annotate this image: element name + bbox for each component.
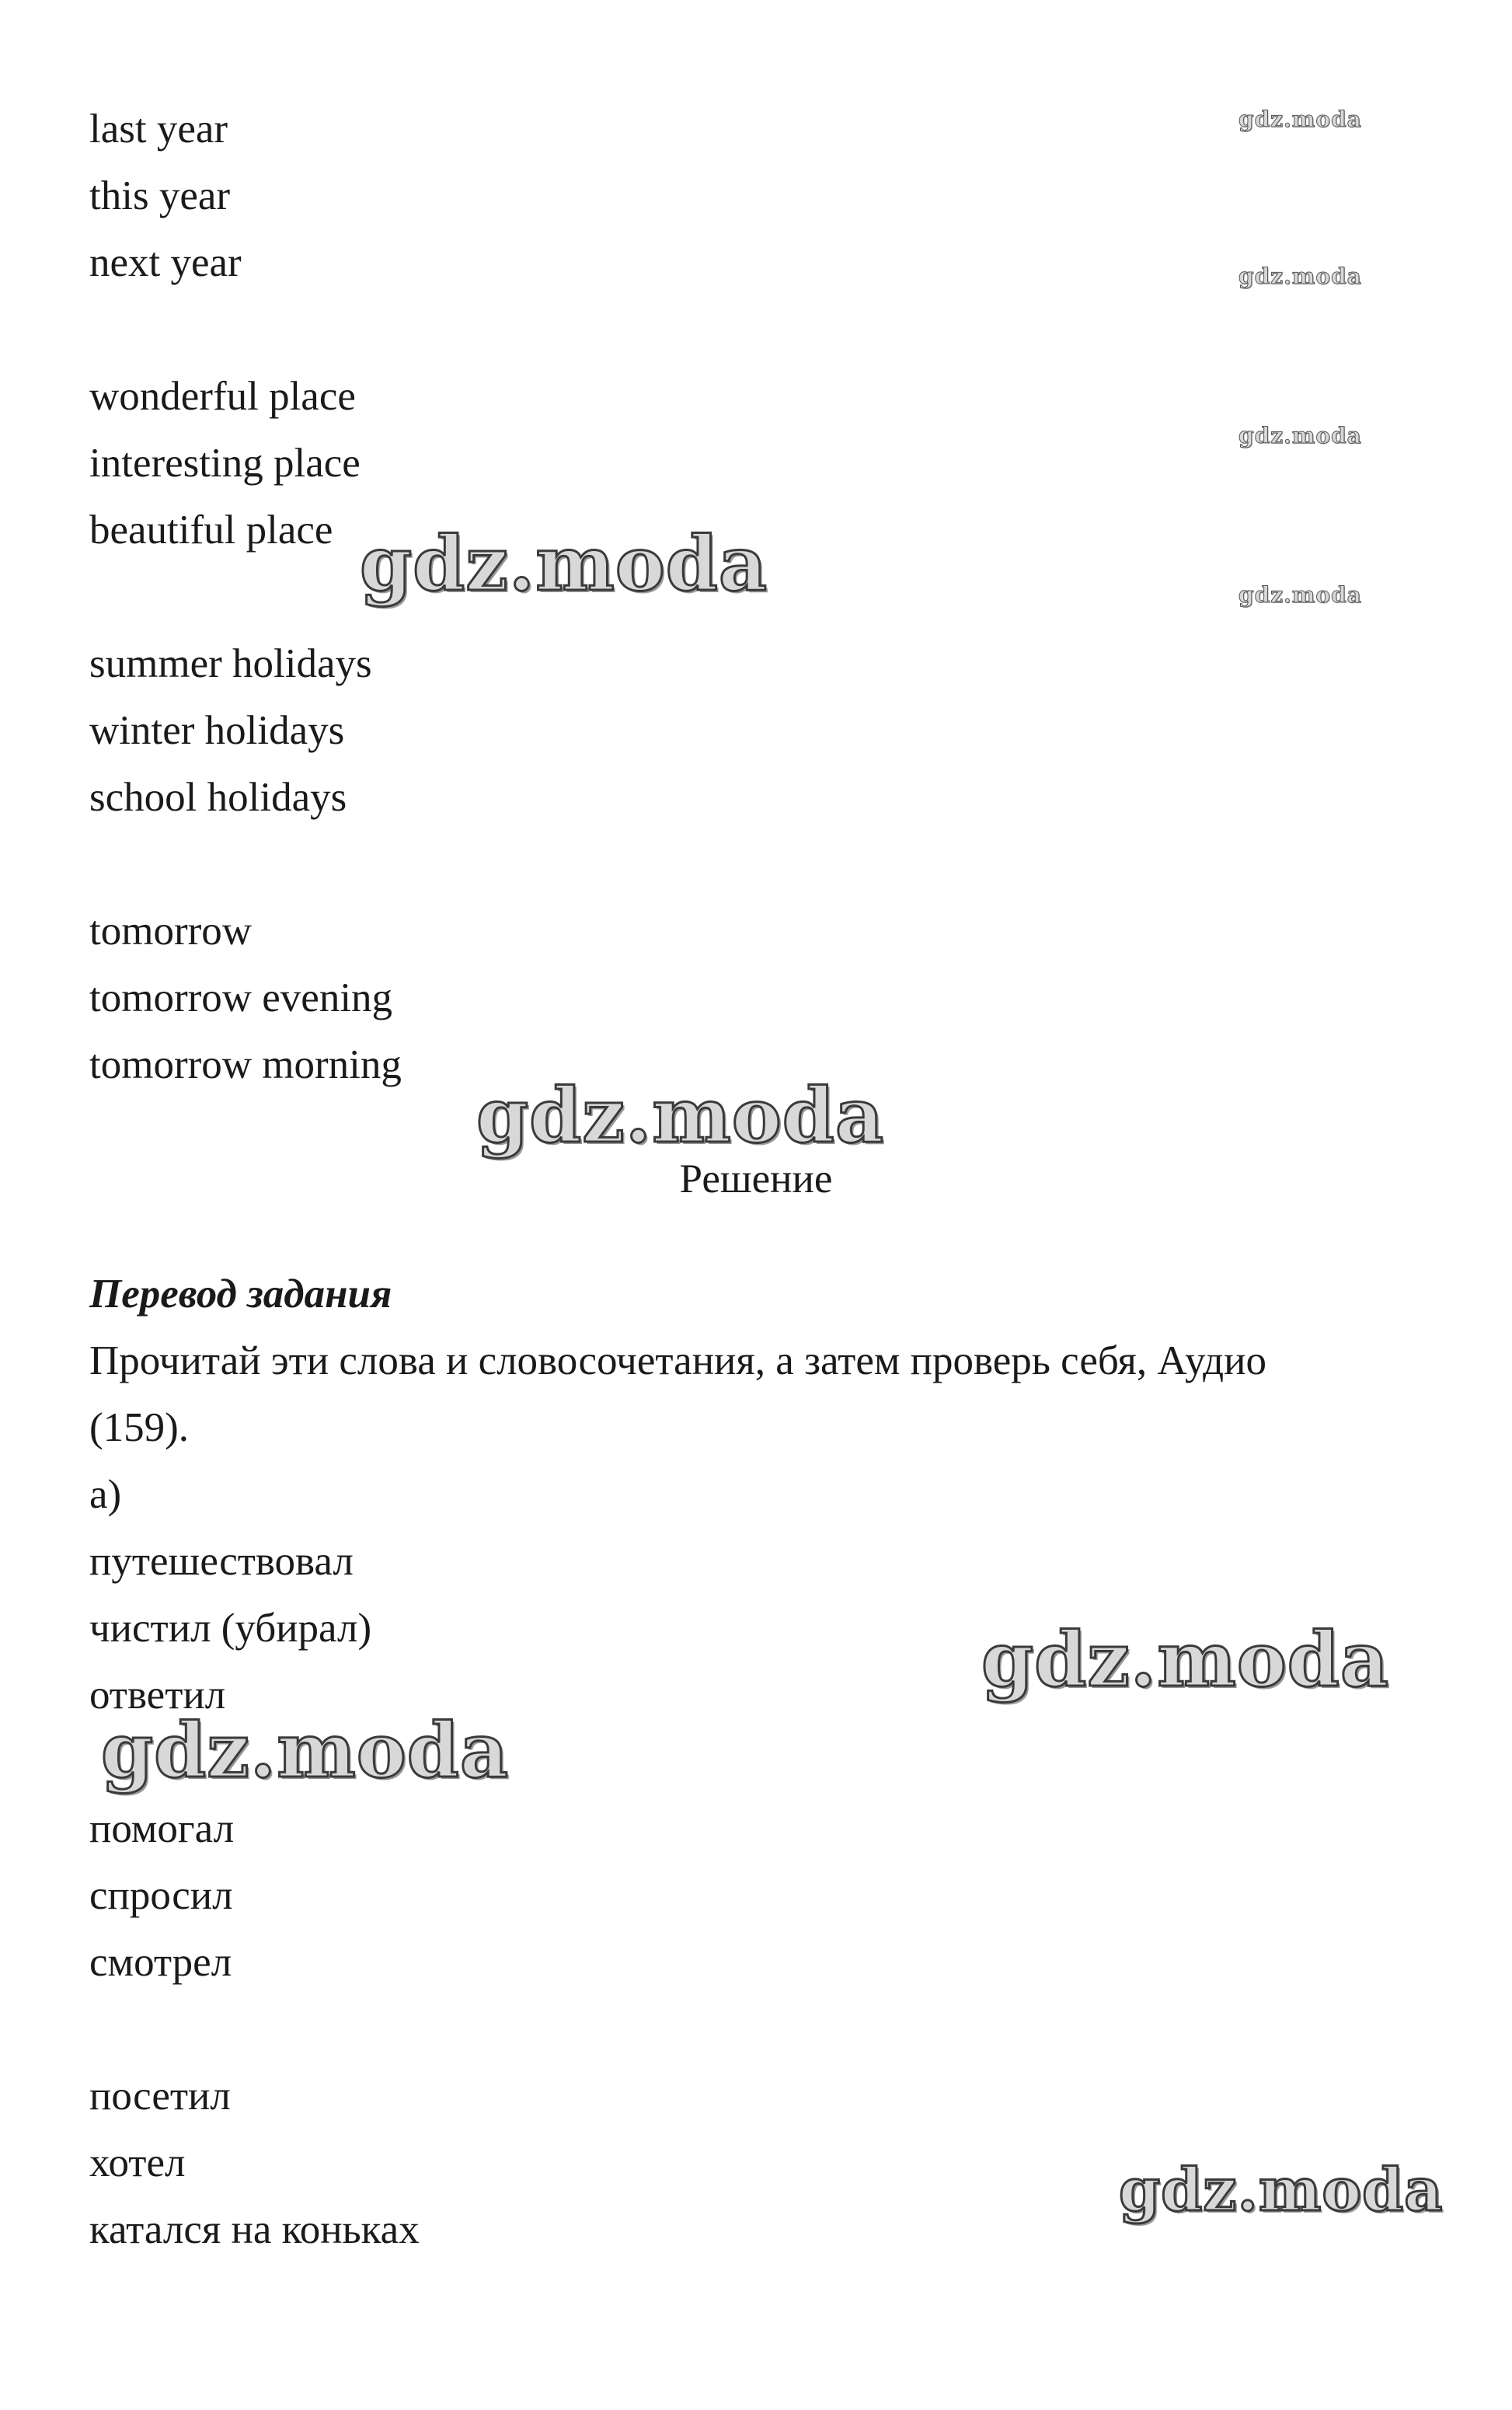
watermark-large-5: gdz.moda [1119,2155,1444,2224]
solution-label: Решение [679,1156,833,1202]
word-beautiful-place: beautiful place [89,507,333,553]
ru-word-helped: помогал [89,1806,235,1851]
watermark-small-3: gdz.moda [1239,423,1362,448]
watermark-large-1: gdz.moda [360,520,768,608]
ru-word-answered: ответил [89,1672,226,1718]
word-tomorrow-evening: tomorrow evening [89,975,393,1020]
part-label-a: а) [89,1472,122,1517]
watermark-large-4: gdz.moda [101,1707,510,1794]
ru-word-skated: катался на коньках [89,2207,420,2252]
watermark-small-4: gdz.moda [1239,582,1362,608]
word-tomorrow-morning: tomorrow morning [89,1042,402,1087]
word-school-holidays: school holidays [89,775,347,820]
word-tomorrow: tomorrow [89,909,253,954]
word-wonderful-place: wonderful place [89,374,356,419]
ru-word-watched: смотрел [89,1940,232,1985]
watermark-small-1: gdz.moda [1239,106,1362,132]
word-last-year: last year [89,106,228,152]
word-this-year: this year [89,173,231,218]
word-winter-holidays: winter holidays [89,708,345,753]
word-interesting-place: interesting place [89,441,361,486]
word-summer-holidays: summer holidays [89,641,372,686]
ru-word-asked: спросил [89,1873,233,1918]
translation-instruction-line1: Прочитай эти слова и словосочетания, а затем проверь себя, Аудио [89,1338,1267,1383]
watermark-small-2: gdz.moda [1239,263,1362,289]
ru-word-traveled: путешествовал [89,1539,354,1584]
watermark-large-3: gdz.moda [981,1616,1390,1704]
ru-word-visited: посетил [89,2073,231,2119]
word-next-year: next year [89,240,242,285]
ru-word-cleaned: чистил (убирал) [89,1606,372,1651]
translation-heading: Перевод задания [89,1271,392,1317]
watermark-large-2: gdz.moda [476,1072,885,1160]
ru-word-wanted: хотел [89,2140,186,2185]
translation-instruction-line2: (159). [89,1405,190,1450]
